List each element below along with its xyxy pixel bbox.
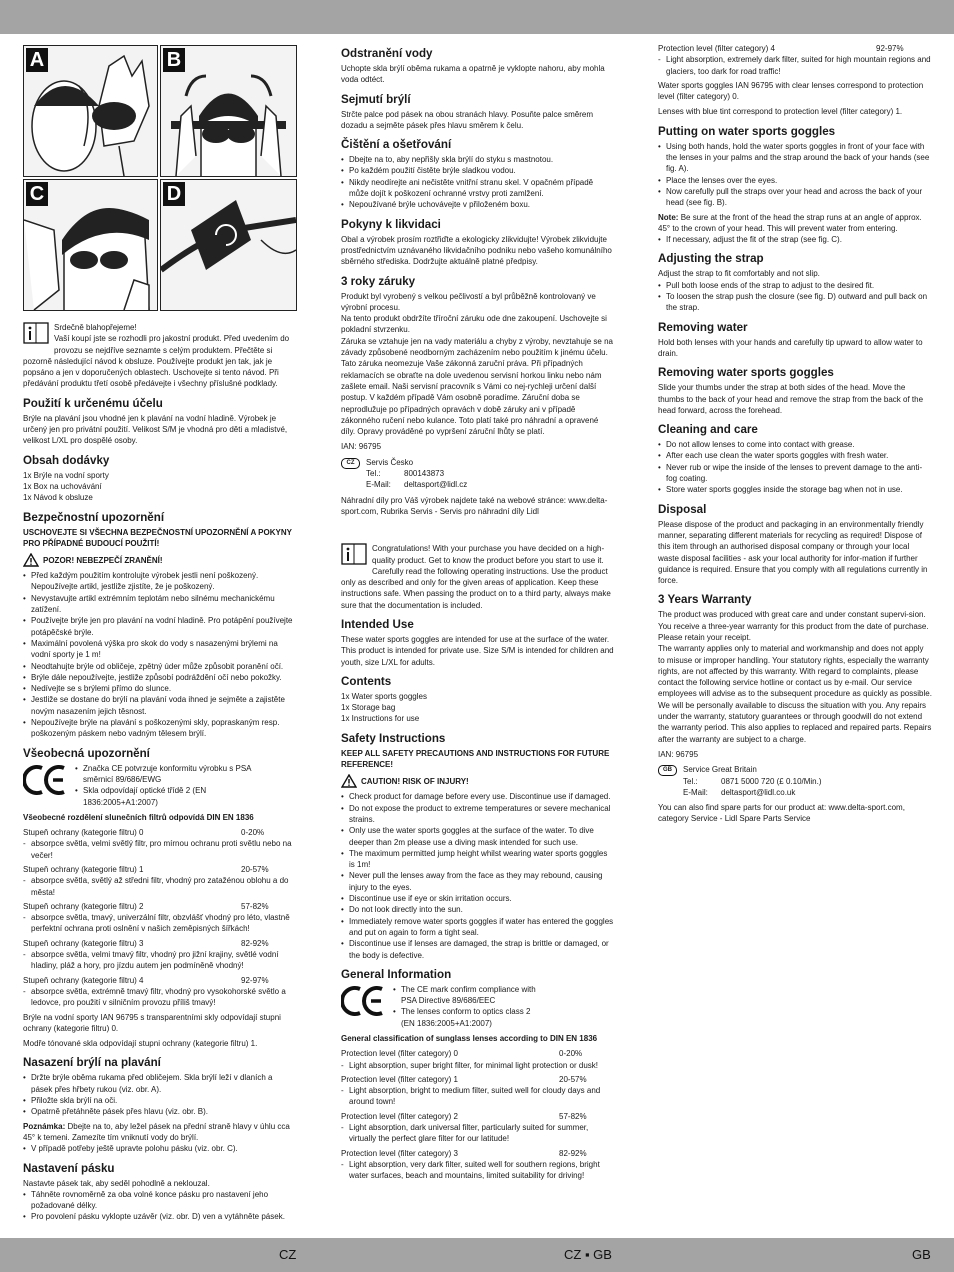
- filter-range: 57-82%: [559, 1111, 587, 1121]
- filter-range: 57-82%: [241, 901, 269, 911]
- cz-caution-text: POZOR! NEBEZPEČÍ ZRANĚNÍ!: [43, 555, 163, 565]
- cz-safety-keep: USCHOVEJTE SI VŠECHNA BEZPEČNOSTNÍ UPOZORNĚNÍ A POKYNY PRO PŘÍPADNÉ BUDOUCÍ POUŽITÍ!: [23, 527, 292, 548]
- gb-caution-text: CAUTION! RISK OF INJURY!: [361, 776, 469, 786]
- filter-desc: - Light absorption, extremely dark filter, suited for high mountain regions and glaciers, too dark for road traffic!: [658, 54, 932, 77]
- note-text: Dbejte na to, aby ležel pásek na přední straně hlavy v úhlu cca 45° k temeni. Zamezíte tím vniknutí vody do brýlí.: [23, 1121, 290, 1142]
- list-item: • Pro povolení pásku vyklopte uzávěr (viz. obr. D) ven a vytáhněte pásek.: [23, 1211, 295, 1222]
- gb-filter-note-1: Water sports goggles IAN 96795 with clear lenses correspond to protection level (filter category) 0.: [658, 80, 924, 102]
- figure-a-label: A: [26, 48, 48, 72]
- filter-name: Protection level (filter category) 3: [341, 1148, 458, 1158]
- filter-name: Protection level (filter category) 1: [341, 1074, 458, 1084]
- gb-safety-list: [341, 791, 614, 960]
- gb-caution: [341, 774, 614, 788]
- cz-filter-title: Všeobecné rozdělení slunečních filtrů odpovídá DIN EN 1836: [23, 812, 254, 822]
- info-book-icon: [341, 543, 367, 565]
- cz-put-list-2: [23, 1143, 295, 1154]
- gb-filter-0: [341, 1048, 614, 1071]
- gb-filter-2: [341, 1111, 614, 1145]
- figure-d: [160, 179, 297, 311]
- email-value: deltasport@lidl.cz: [404, 480, 468, 490]
- list-item: • The maximum permitted jump height whilst wearing water sports goggles is 1m!: [341, 848, 614, 871]
- gb-warranty-title: 3 Years Warranty: [658, 593, 752, 607]
- list-item: • Nevystavujte artikl extrémním teplotám nebo silnému mechanickému zatížení.: [23, 593, 295, 616]
- gb-water-text: Hold both lenses with your hands and carefully tip upward to allow water to drain.: [658, 337, 923, 358]
- figure-b: [160, 45, 297, 177]
- cz-filter-3: [23, 938, 295, 972]
- footer-left-label: CZ: [279, 1247, 297, 1262]
- footer-right-label: GB: [912, 1247, 931, 1262]
- list-item: • If necessary, adjust the fit of the strap (see fig. C).: [658, 234, 932, 245]
- list-item: • Nedívejte se s brýlemi přímo do slunce.: [23, 683, 295, 694]
- list-item: • Only use the water sports goggles at the surface of the water. To dive deeper than 2m please use a diving mask intended for such use.: [341, 825, 614, 848]
- ce-mark-icon: [23, 763, 69, 797]
- list-item: • Never pull the lenses away from the face as they may rebound, causing injury to the eyes.: [341, 870, 614, 893]
- list-item: • V případě potřeby ještě upravte polohu pásku (viz. obr. C).: [23, 1143, 295, 1154]
- cz-water-title: Odstranění vody: [341, 47, 433, 60]
- gb-contents-item: 1x Storage bag: [341, 703, 396, 713]
- list-item: • Never rub or wipe the inside of the lenses to prevent damage to the anti-fog coating.: [658, 462, 932, 485]
- service-name: Servis Česko: [366, 457, 414, 467]
- list-item: • Now carefully pull the straps over your head and across the back of your head (see fig. B).: [658, 186, 932, 209]
- cz-ian: IAN: 96795: [341, 442, 382, 452]
- figure-b-label: B: [163, 48, 185, 72]
- country-badge: GB: [658, 765, 677, 776]
- cz-put-list: [23, 1072, 295, 1117]
- cz-intro: [23, 322, 295, 390]
- gb-filter-title: General classification of sunglass lenses according to DIN EN 1836: [341, 1034, 598, 1043]
- tel-label: Tel.:: [366, 469, 381, 479]
- gb-ce-block: [341, 984, 614, 1029]
- gb-safety-keep: KEEP ALL SAFETY PRECAUTIONS AND INSTRUCTIONS FOR FUTURE REFERENCE!: [341, 748, 610, 770]
- column-2: [341, 40, 614, 1185]
- cz-safety-list: [23, 570, 295, 739]
- list-item: • Držte brýle oběma rukama před obličejem. Skla brýlí leží v dlaních a pásek přes hřbety rukou (viz. obr. A).: [23, 1072, 295, 1095]
- list-item: • Brýle dále nepoužívejte, jestliže způsobí podráždění očí nebo pokožky.: [23, 672, 295, 683]
- cz-remove-title: Sejmutí brýlí: [341, 92, 411, 106]
- info-book-icon: [23, 322, 49, 344]
- cz-intro-text: Vaší koupí jste se rozhodli pro jakostní produkt. Před uvedením do provozu se nejdříve seznamte s celým produktem. Přečtěte si pozorně následující návod k obsluze. Používejte produkt jen tak, jak je popsáno a jen v doporučených oblastech. Uschovejte si tento návod. Při předávání produktu třetí osobě předávejte i všechny příslušné podklady.: [23, 334, 290, 389]
- cz-contents-item: 1x Box na uchovávání: [23, 481, 102, 491]
- country-badge: CZ: [341, 458, 360, 469]
- filter-desc: - Light absorption, very dark filter, suited well for southern regions, bright water surfaces, beach and mountains, limited suitability for driving!: [341, 1159, 614, 1182]
- cz-general-title: Všeobecná upozornění: [23, 746, 150, 760]
- list-item: • Using both hands, hold the water sports goggles in front of your face with the lenses in your palms and the strap around the back of your hands (see fig. A).: [658, 141, 932, 175]
- gb-ce-list: [393, 984, 543, 1029]
- filter-range: 0-20%: [241, 828, 265, 838]
- gb-adjust-text: Adjust the strap to fit comfortably and not slip.: [658, 269, 820, 279]
- list-item: • Do not look directly into the sun.: [341, 904, 614, 915]
- filter-desc: - absorpce světla, velmi světlý filtr, pro mírnou ochranu proti světlu nebo na večer!: [23, 838, 295, 861]
- gb-spare: You can also find spare parts for our product at: www.delta-sport.com, category Service - Lidl Spare Parts Service: [658, 803, 905, 824]
- gb-clean-title: Cleaning and care: [658, 423, 758, 437]
- gb-put-title: Putting on water sports goggles: [658, 124, 836, 138]
- cz-put-note: [23, 1121, 295, 1144]
- figure-c-label: C: [26, 182, 48, 206]
- bottom-bar: [0, 1238, 954, 1272]
- cz-warranty-title: 3 roky záruky: [341, 274, 416, 288]
- ce-mark-icon: [341, 984, 387, 1018]
- cz-water-text: Uchopte skla brýlí oběma rukama a opatrně je vyklopte nahoru, aby mohla voda odtéct.: [341, 64, 605, 85]
- list-item: • After each use clean the water sports goggles with fresh water.: [658, 450, 932, 461]
- cz-safety-title: Bezpečnostní upozornění: [23, 510, 165, 524]
- cz-filter-0: [23, 827, 295, 861]
- list-item: • Maximální povolená výška pro skok do vody s nasazenými brýlemi na vodní sporty je 1 m!: [23, 638, 295, 661]
- figure-d-label: D: [163, 182, 185, 206]
- list-item: • The lenses conform to optics class 2 (EN 1836:2005+A1:2007): [393, 1006, 543, 1029]
- gb-remove-title: Removing water sports goggles: [658, 366, 834, 380]
- list-item: • Táhněte rovnoměrně za oba volné konce pásku pro nastavení jeho požadované délky.: [23, 1189, 295, 1212]
- gb-column-3: [658, 43, 932, 829]
- email-label: E-Mail:: [366, 480, 391, 490]
- gb-adjust-list: [658, 280, 932, 314]
- list-item: • Immediately remove water sports goggles if water has entered the goggles and put on again to form a tight seal.: [341, 916, 614, 939]
- list-item: • Opatrně přetáhněte pásek přes hlavu (viz. obr. B).: [23, 1106, 295, 1117]
- list-item: • Po každém použití čistěte brýle sladkou vodou.: [341, 165, 614, 176]
- filter-range: 82-92%: [241, 938, 269, 948]
- figure-a: [23, 45, 158, 177]
- cz-disposal-title: Pokyny k likvidaci: [341, 217, 441, 231]
- cz-put-title: Nasazení brýlí na plavání: [23, 1056, 161, 1070]
- cz-warranty-p2: Na tento produkt obdržíte tříroční záruku ode dne zakoupení. Uschovejte si pokladní stvrzenku.: [341, 314, 607, 335]
- filter-range: 0-20%: [559, 1049, 583, 1059]
- cz-use-title: Použití k určenému účelu: [23, 396, 163, 410]
- gb-contents-title: Contents: [341, 674, 392, 688]
- list-item: • Nikdy neodírejte ani nečistěte vnitřní stranu skel. V opačném případě může dojít k poškození ochranné vrstvy proti zamlžení.: [341, 177, 614, 200]
- filter-range: 20-57%: [241, 864, 269, 874]
- filter-desc: - Light absorption, super bright filter, for minimal light protection or dusk!: [341, 1060, 614, 1071]
- gb-clean-list: [658, 439, 932, 495]
- list-item: • Discontinue use if eye or skin irritation occurs.: [341, 893, 614, 904]
- cz-warranty-p1: Produkt byl vyrobený s velkou pečlivostí a byl průběžně kontrolovaný ve výrobní procesu.: [341, 291, 596, 312]
- gb-contents-item: 1x Water sports goggles: [341, 691, 427, 701]
- gb-service: [658, 764, 932, 798]
- filter-desc: - absorpce světla, světlý až středni filtr, vhodný pro zatažénou oblohu a do města!: [23, 875, 295, 898]
- note-label: Note:: [658, 212, 679, 222]
- cz-contents-title: Obsah dodávky: [23, 453, 110, 467]
- gb-filter-1: [341, 1074, 614, 1108]
- tel-value: 800143873: [404, 469, 445, 479]
- list-item: • Check product for damage before every use. Discontinue use if damaged.: [341, 791, 614, 802]
- cz-column-1: [23, 322, 295, 1226]
- tel-value: 0871 5000 720 (£ 0.10/Min.): [721, 776, 822, 786]
- cz-spare: Náhradní díly pro Váš výrobek najdete také na webové stránce: www.delta-sport.com, Rubrika Servis - Servis pro náhradní díly Lidl: [341, 495, 608, 516]
- cz-adjust-list: [23, 1189, 295, 1223]
- gb-intro: [341, 543, 614, 611]
- gb-intro-text: Congratulations! With your purchase you have decided on a high-quality product. Get to know the product before you start to use it. Carefully read the following operating instructions. Use the product only as described and only for the given areas of application. Keep these instructions safe. When passing the product on to a third party, always make sure that the documentation is included.: [341, 544, 611, 610]
- filter-name: Stupeň ochrany (kategorie filtru) 2: [23, 901, 144, 911]
- filter-name: Protection level (filter category) 2: [341, 1111, 458, 1121]
- warning-triangle-icon: [23, 553, 39, 567]
- cz-clean-list: [341, 154, 614, 210]
- filter-desc: - absorpce světla, velmi tmavý filtr, vhodný pro jižní krajiny, světlé vodní hladiny, pláž a hory, pro jízdu autem jen podmíněně vhodný!: [23, 949, 295, 972]
- filter-name: Protection level (filter category) 4: [658, 44, 775, 53]
- cz-disposal-text: Obal a výrobek prosím roztřiďte a ekologicky zlikvidujte! Výrobek zlikvidujte prostřednictvím uznávaného likvidačního podniku nebo vašeho komunálního sběrného střediska. Dodržujte aktuálně platné předpisy.: [341, 234, 612, 267]
- list-item: • Nepoužívejte brýle na plavání s poškozenými skly, popraskaným resp. poškozeným páskem nebo vadným tělesem brýlí.: [23, 717, 295, 740]
- list-item: • Discontinue use if lenses are damaged, the strap is brittle or damaged, or the body is defective.: [341, 938, 614, 961]
- list-item: • Store water sports goggles inside the storage bag when not in use.: [658, 484, 932, 495]
- gb-disposal-title: Disposal: [658, 502, 707, 516]
- gb-safety-title: Safety Instructions: [341, 731, 446, 745]
- email-value: deltasport@lidl.co.uk: [721, 787, 796, 797]
- gb-adjust-title: Adjusting the strap: [658, 252, 764, 266]
- cz-filter-1: [23, 864, 295, 898]
- list-item: • Do not allow lenses to come into contact with grease.: [658, 439, 932, 450]
- list-item: • The CE mark confirm compliance with PSA Directive 89/686/EEC: [393, 984, 543, 1007]
- list-item: • Před každým použitím kontrolujte výrobek jestli není poškozený. Nepoužívejte artikl, jestliže zjistíte, že je poškozený.: [23, 570, 295, 593]
- cz-clean-title: Čištění a ošetřování: [341, 138, 452, 152]
- cz-warranty-p3: Záruka se vztahuje jen na vady materiálu a chyby z výroby, nevztahuje se na závady způsobené neodborným zacházením nebo použitím k jinému účelu. Tato záruka neomezuje Vaše zákonná zaruční práva. Při případných reklamacích se obraťte na dole uvedenou servisní horkou linku nebo nám zašlete email. Naši servisní pracovník s Vámi co nej-rychleji určení další postup. V každém případě Vám osobně poradíme. Záruční doba se neprodlužuje po případných opravách v době záruky ani v případě zákonného ručení nebo kulance. Toto platí také pro náhradní a opravené díly. Opravy prováděné po vypršení záruční lhůty se platí.: [341, 336, 613, 437]
- cz-adjust-text: Nastavte pásek tak, aby seděl pohodlně a neklouzal.: [23, 1178, 210, 1188]
- footer-center-label: CZ ▪ GB: [564, 1247, 612, 1262]
- filter-desc: - absorpce světla, extrémně tmavý filtr, vhodný pro vysokohorské světlo a ledovce, pro použití v silničním provozu příliš tmavý!: [23, 986, 295, 1009]
- filter-desc: - Light absorption, bright to medium filter, suited well for cloudy days and around town!: [341, 1085, 614, 1108]
- gb-use-title: Intended Use: [341, 617, 414, 631]
- gb-put-list: [658, 141, 932, 209]
- filter-name: Stupeň ochrany (kategorie filtru) 1: [23, 864, 144, 874]
- filter-range: 92-97%: [241, 975, 269, 985]
- note-text: Be sure at the front of the head the strap runs at an angle of approx. 45° to the crown of your head. This will prevent water from entering.: [658, 212, 922, 233]
- gb-filter-note-2: Lenses with blue tint correspond to protection level (filter category) 1.: [658, 107, 903, 117]
- list-item: • Značka CE potvrzuje konformitu výrobku s PSA směrnicí 89/686/EWG: [75, 763, 275, 786]
- filter-desc: - Light absorption, dark universal filter, particularly suited for summer, virtually the perfect glare filter for our latitude!: [341, 1122, 614, 1145]
- cz-filter-2: [23, 901, 295, 935]
- cz-intro-greeting: Srdečně blahopřejeme!: [54, 323, 137, 332]
- gb-contents-item: 1x Instructions for use: [341, 714, 420, 724]
- service-name: Service Great Britain: [683, 765, 757, 775]
- cz-adjust-title: Nastavení pásku: [23, 1161, 115, 1175]
- cz-ce-block: [23, 763, 295, 808]
- filter-name: Stupeň ochrany (kategorie filtru) 3: [23, 938, 144, 948]
- cz-contents-item: 1x Návod k obsluze: [23, 493, 93, 503]
- email-label: E-Mail:: [683, 787, 708, 797]
- figure-c: [23, 179, 158, 311]
- cz-filter-note-1: Brýle na vodní sporty IAN 96795 s transparentními skly odpovídají stupni ochrany (kategorie filtru) 0.: [23, 1012, 281, 1033]
- top-bar: [0, 0, 954, 34]
- filter-name: Protection level (filter category) 0: [341, 1049, 458, 1059]
- filter-range: 20-57%: [559, 1074, 587, 1084]
- cz-caution: [23, 553, 295, 567]
- list-item: • Jestliže se dostane do brýlí na plavání voda ihned je sejměte a zajistěte novým nasazením jejich těsnost.: [23, 694, 295, 717]
- gb-general-title: General Information: [341, 967, 452, 981]
- gb-warranty-p1: The product was produced with great care and under constant supervi-sion. You receive a three-year warranty for this product from the date of purchase. Please retain your receipt.: [658, 610, 929, 642]
- cz-service: [341, 457, 614, 491]
- cz-use-text: Brýle na plavání jsou vhodné jen k plavání na vodní hladině. Výrobek je určený jen pro privátní použití. Velikost S/M je vhodná pro děti a mladistvé, velikost L/XL pro dospělé osoby.: [23, 413, 288, 446]
- gb-remove-text: Slide your thumbs under the strap at both sides of the head. Move the thumbs to the back of your head and remove the strap from the back of the head forward, across the forehead.: [658, 383, 924, 415]
- gb-water-title: Removing water: [658, 320, 748, 334]
- gb-filter-3: [341, 1148, 614, 1182]
- filter-desc: - absorpce světla, tmavý, univerzální filtr, obzvlášť vhodný pro léto, vlastně perfektní ochrana proti oslnění v našich zeměpisných šířkách!: [23, 912, 295, 935]
- list-item: • Používejte brýle jen pro plavání na vodní hladině. Pro potápění používejte potápěčské brýle.: [23, 615, 295, 638]
- gb-disposal-text: Please dispose of the product and packaging in an environmentally friendly manner, separating different materials for recycling as required! Dispose of this item through an authorised disposal company or through your local waste disposal facilities - ask your local authority for infor-mation if further guidance is required. Ensure that you comply with all regulations currently in force.: [658, 519, 928, 586]
- cz-filter-note-2: Modře tónované skla odpovídají stupni ochrany (kategorie filtru) 1.: [23, 1039, 258, 1049]
- list-item: • Nepoužívané brýle uchovávejte v přiloženém boxu.: [341, 199, 614, 210]
- gb-ian: IAN: 96795: [658, 749, 699, 759]
- list-item: • Neodtahujte brýle od obličeje, zpětný úder může způsobit poranění očí.: [23, 661, 295, 672]
- filter-range: 82-92%: [559, 1148, 587, 1158]
- list-item: • Skla odpovídají optické třídě 2 (EN 1836:2005+A1:2007): [75, 785, 275, 808]
- list-item: • Pull both loose ends of the strap to adjust to the desired fit.: [658, 280, 932, 291]
- list-item: • Dbejte na to, aby nepřišly skla brýlí do styku s mastnotou.: [341, 154, 614, 165]
- list-item: • Do not expose the product to extreme temperatures or severe mechanical strains.: [341, 803, 614, 826]
- note-label: Poznámka:: [23, 1121, 66, 1131]
- list-item: • To loosen the strap push the closure (see fig. D) outward and pull back on the strap.: [658, 291, 932, 314]
- filter-name: Stupeň ochrany (kategorie filtru) 4: [23, 975, 144, 985]
- tel-label: Tel.:: [683, 776, 698, 786]
- gb-filter-4: [658, 43, 932, 77]
- gb-warranty-p2: The warranty applies only to material and workmanship and does not apply to misuse or improper handling. Your statutory rights, especially the warranty rights, are not affected by this warranty. With regard to complaints, please contact the following service hotline or contact us by e-mail. Our service employees will advise as to the subsequent procedure as quickly as possible. We will be personally available to discuss the situation with you. Any repairs under the warranty, statutory guarantees or through goodwill do not extend the warranty period. This also applies to replaced and repaired parts. Repairs after the warranty are subject to a charge.: [658, 644, 932, 744]
- list-item: • Přiložte skla brýlí na oči.: [23, 1095, 295, 1106]
- cz-contents-item: 1x Brýle na vodní sporty: [23, 470, 109, 480]
- filter-name: Stupeň ochrany (kategorie filtru) 0: [23, 828, 144, 838]
- gb-put-list-2: [658, 234, 932, 245]
- gb-use-text: These water sports goggles are intended for use at the surface of the water. This product is intended for private use. Size S/M is intended for children and youth, size L/XL for adults.: [341, 634, 614, 667]
- cz-ce-list: [75, 763, 275, 808]
- filter-range: 92-97%: [876, 44, 904, 53]
- warning-triangle-icon: [341, 774, 357, 788]
- gb-put-note: [658, 212, 932, 235]
- list-item: • Place the lenses over the eyes.: [658, 175, 932, 186]
- cz-remove-text: Strčte palce pod pásek na obou stranách hlavy. Posuňte palce směrem dozadu a sejměte pásek přes hlavu směrem k čelu.: [341, 109, 593, 130]
- cz-filter-4: [23, 975, 295, 1009]
